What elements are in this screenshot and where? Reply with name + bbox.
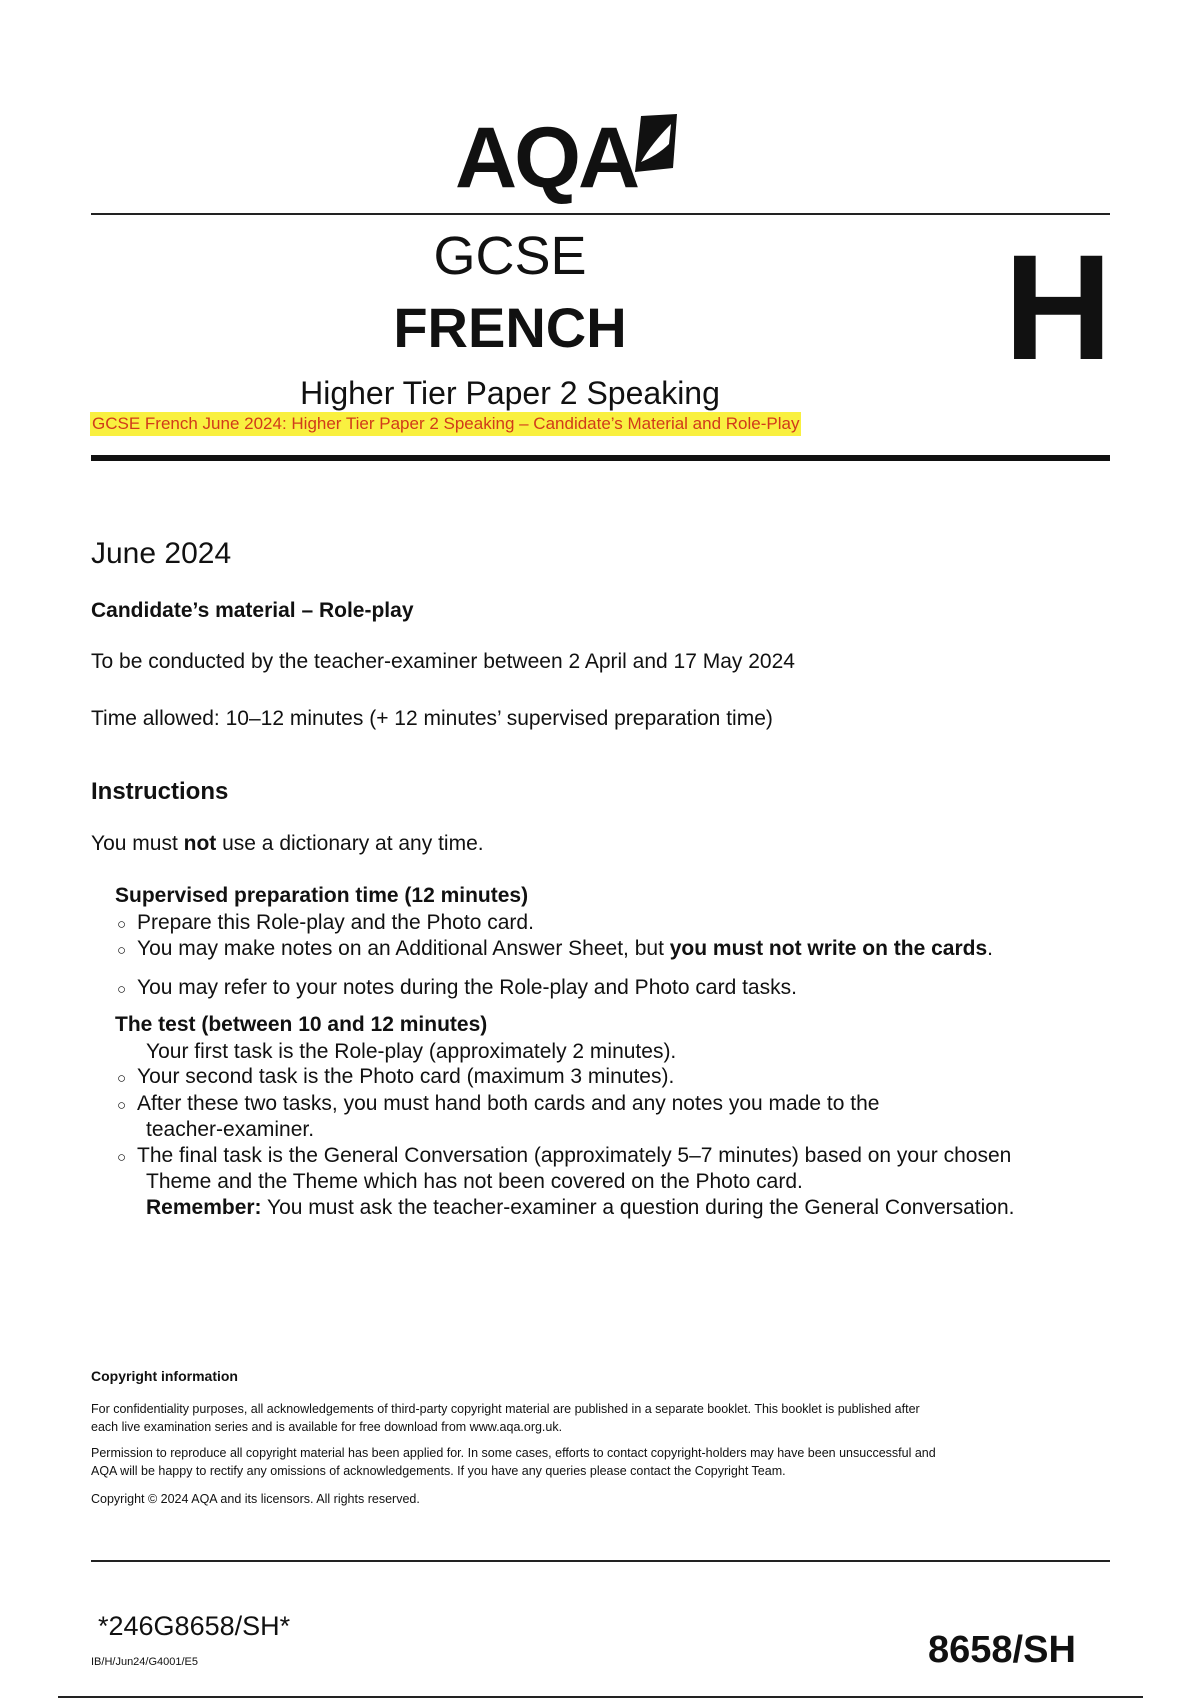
footer-rule <box>91 1560 1110 1562</box>
exam-date: June 2024 <box>91 537 232 570</box>
header-rule <box>91 213 1110 215</box>
test-item-text: The final task is the General Conversation (approximately 5–7 minutes) based on your chosen <box>137 1144 1012 1167</box>
test-item-2 <box>117 1064 674 1092</box>
prep-item-bold: you must not write on the cards <box>669 937 988 960</box>
logo-text: AQA <box>455 110 638 206</box>
bullet-icon: ○ <box>117 1097 127 1114</box>
prep-item-1 <box>117 910 534 938</box>
bottom-rule <box>58 1696 1143 1698</box>
material-title: Candidate’s material – Role-play <box>91 599 414 622</box>
copyright-para-3: Copyright © 2024 AQA and its licensors. All rights reserved. <box>91 1492 420 1506</box>
tier-letter: H <box>1004 223 1113 391</box>
conducted-text: To be conducted by the teacher-examiner between 2 April and 17 May 2024 <box>91 650 795 673</box>
test-item-3 <box>117 1091 879 1119</box>
copyright-para-2 <box>91 1444 1051 1480</box>
dictionary-bold: not <box>183 832 217 855</box>
prep-title: Supervised preparation time (12 minutes) <box>115 884 529 907</box>
qualification-title: GCSE <box>433 226 587 286</box>
prep-item-end: . <box>987 937 993 960</box>
dictionary-post: use a dictionary at any time. <box>216 832 484 855</box>
dictionary-pre: You must <box>91 832 184 855</box>
dictionary-instruction <box>91 830 484 858</box>
remember-label: Remember: <box>146 1196 262 1219</box>
remember-text: You must ask the teacher-examiner a question during the General Conversation. <box>261 1196 1015 1219</box>
aqa-logo-mark-icon <box>633 114 677 172</box>
test-item-1: Your first task is the Role-play (approximately 2 minutes). <box>146 1040 677 1063</box>
highlight-note: GCSE French June 2024: Higher Tier Paper 2 Speaking – Candidate’s Material and Role-Play <box>90 412 801 436</box>
time-allowed: Time allowed: 10–12 minutes (+ 12 minutes’ supervised preparation time) <box>91 707 773 730</box>
bullet-icon: ○ <box>117 981 127 998</box>
paper-code: 8658/SH <box>928 1629 1076 1671</box>
instructions-heading: Instructions <box>91 778 229 805</box>
copyright-para-2-line-1: Permission to reproduce all copyright material has been applied for. In some cases, efforts to contact copyright-holders may have been unsuccessful and <box>91 1446 936 1460</box>
test-title: The test (between 10 and 12 minutes) <box>115 1013 488 1036</box>
bullet-icon: ○ <box>117 1070 127 1087</box>
prep-item-text: You may make notes on an Additional Answer Sheet, but <box>137 937 670 960</box>
test-item-4-cont: Theme and the Theme which has not been covered on the Photo card. <box>146 1170 803 1193</box>
test-item-3-cont: teacher-examiner. <box>146 1118 315 1141</box>
prep-item-2 <box>117 936 993 964</box>
copyright-para-1-line-1: For confidentiality purposes, all acknowledgements of third-party copyright material are published in a separate booklet. This booklet is published after <box>91 1402 920 1416</box>
bullet-icon: ○ <box>117 942 127 959</box>
copyright-para-1 <box>91 1400 1051 1436</box>
copyright-title: Copyright information <box>91 1368 238 1384</box>
subject-title: FRENCH <box>393 296 627 359</box>
test-item-4 <box>117 1143 1011 1171</box>
prep-item-text: You may refer to your notes during the Role-play and Photo card tasks. <box>137 976 797 999</box>
prep-item-text: Prepare this Role-play and the Photo card. <box>137 911 534 934</box>
copyright-para-2-line-2: AQA will be happy to rectify any omissions of acknowledgements. If you have any queries please contact the Copyright Team. <box>91 1464 786 1478</box>
bullet-icon: ○ <box>117 1149 127 1166</box>
reference-code: IB/H/Jun24/G4001/E5 <box>91 1656 199 1668</box>
aqa-logo <box>455 108 725 208</box>
bullet-icon: ○ <box>117 916 127 933</box>
prep-item-3 <box>117 975 797 1003</box>
barcode-text: *246G8658/SH* <box>98 1611 291 1641</box>
title-rule <box>91 455 1110 461</box>
test-item-text: After these two tasks, you must hand both cards and any notes you made to the <box>137 1092 880 1115</box>
remember-line <box>146 1195 1015 1221</box>
copyright-para-1-line-2: each live examination series and is available for free download from www.aqa.org.uk. <box>91 1420 563 1434</box>
paper-title: Higher Tier Paper 2 Speaking <box>300 375 720 411</box>
test-item-text: Your second task is the Photo card (maximum 3 minutes). <box>137 1065 675 1088</box>
